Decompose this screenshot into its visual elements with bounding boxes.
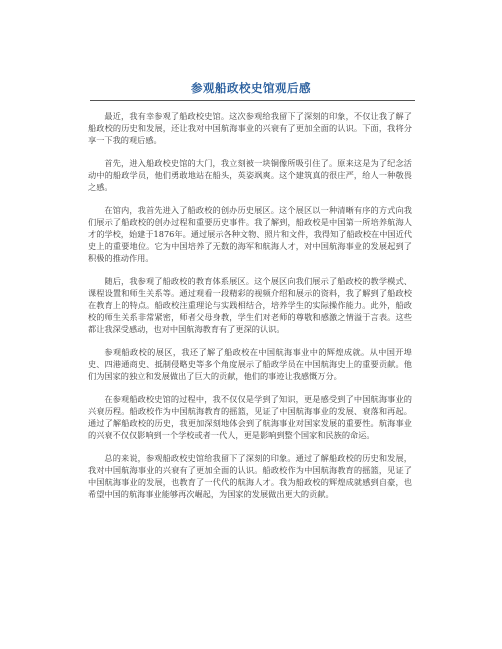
body-paragraph: 在参观船政校史馆的过程中，我不仅仅是学到了知识，更是感受到了中国航海事业的兴衰历程。船政校作为中国航海教育的摇篮，见证了中国航海事业的发展、衰落和再起。通过了解船政校的历史，我更加深刻地体会到了航海事业对国家发展的重要性。航海事业的兴衰不仅仅影响到一个学校或者一代人，更是影响到整个国家和民族的命运。 bbox=[88, 394, 412, 440]
body-paragraph: 随后，我参观了船政校的教育体系展区。这个展区向我们展示了船政校的教学模式、课程设置和师生关系等。通过观看一段精彩的视频介绍和展示的资料，我了解到了船政校在教育上的特点。船政校注重理论与实践相结合，培养学生的实际操作能力。此外，船政校的师生关系非常紧密，师者父母身教，学生们对老师的尊敬和感激之情溢于言表。这些都让我深受感动，也对中国航海教育有了更深的认识。 bbox=[88, 276, 412, 334]
document-title: 参观船政校史馆观后感 bbox=[191, 81, 311, 95]
body-paragraph: 在馆内，我首先进入了船政校的创办历史展区。这个展区以一种清晰有序的方式向我们展示了船政校的创办过程和重要历史事件。我了解到，船政校是中国第一所培养航海人才的学校，始建于1876年。通过展示各种文物、照片和文件，我得知了船政校在中国近代史上的重要地位。它为中国培养了无数的海军和航海人才，对中国航海事业的发展起到了积极的推动作用。 bbox=[88, 205, 412, 263]
body-paragraph: 参观船政校的展区，我还了解了船政校在中国航海事业中的辉煌成就。从中国开埠史、四港通商史、抵制侵略史等多个角度展示了船政学员在中国航海史上的重要贡献。他们为国家的独立和发展做出了巨大的贡献，他们的事迹让我感慨万分。 bbox=[88, 347, 412, 381]
body-paragraph: 最近，我有幸参观了船政校史馆。这次参观给我留下了深刻的印象，不仅让我了解了船政校的历史和发展，还让我对中国航海事业的兴衰有了更加全面的认识。下面，我将分享一下我的观后感。 bbox=[88, 111, 412, 145]
title-divider bbox=[90, 100, 415, 101]
document-body bbox=[88, 110, 412, 511]
body-paragraph: 总的来说，参观船政校史馆给我留下了深刻的印象。通过了解船政校的历史和发展，我对中国航海事业的兴衰有了更加全面的认识。船政校作为中国航海教育的摇篮，见证了中国航海事业的发展，也教育了一代代的航海人才。我为船政校的辉煌成就感到自豪，也希望中国的航海事业能够再次崛起，为国家的发展做出更大的贡献。 bbox=[88, 453, 412, 499]
body-paragraph: 首先，进入船政校史馆的大门，我立刻被一块铜像所吸引住了。原来这是为了纪念活动中的船政学员，他们勇敢地站在船头，英姿飒爽。这个建筑真的很庄严，给人一种敬畏之感。 bbox=[88, 158, 412, 192]
